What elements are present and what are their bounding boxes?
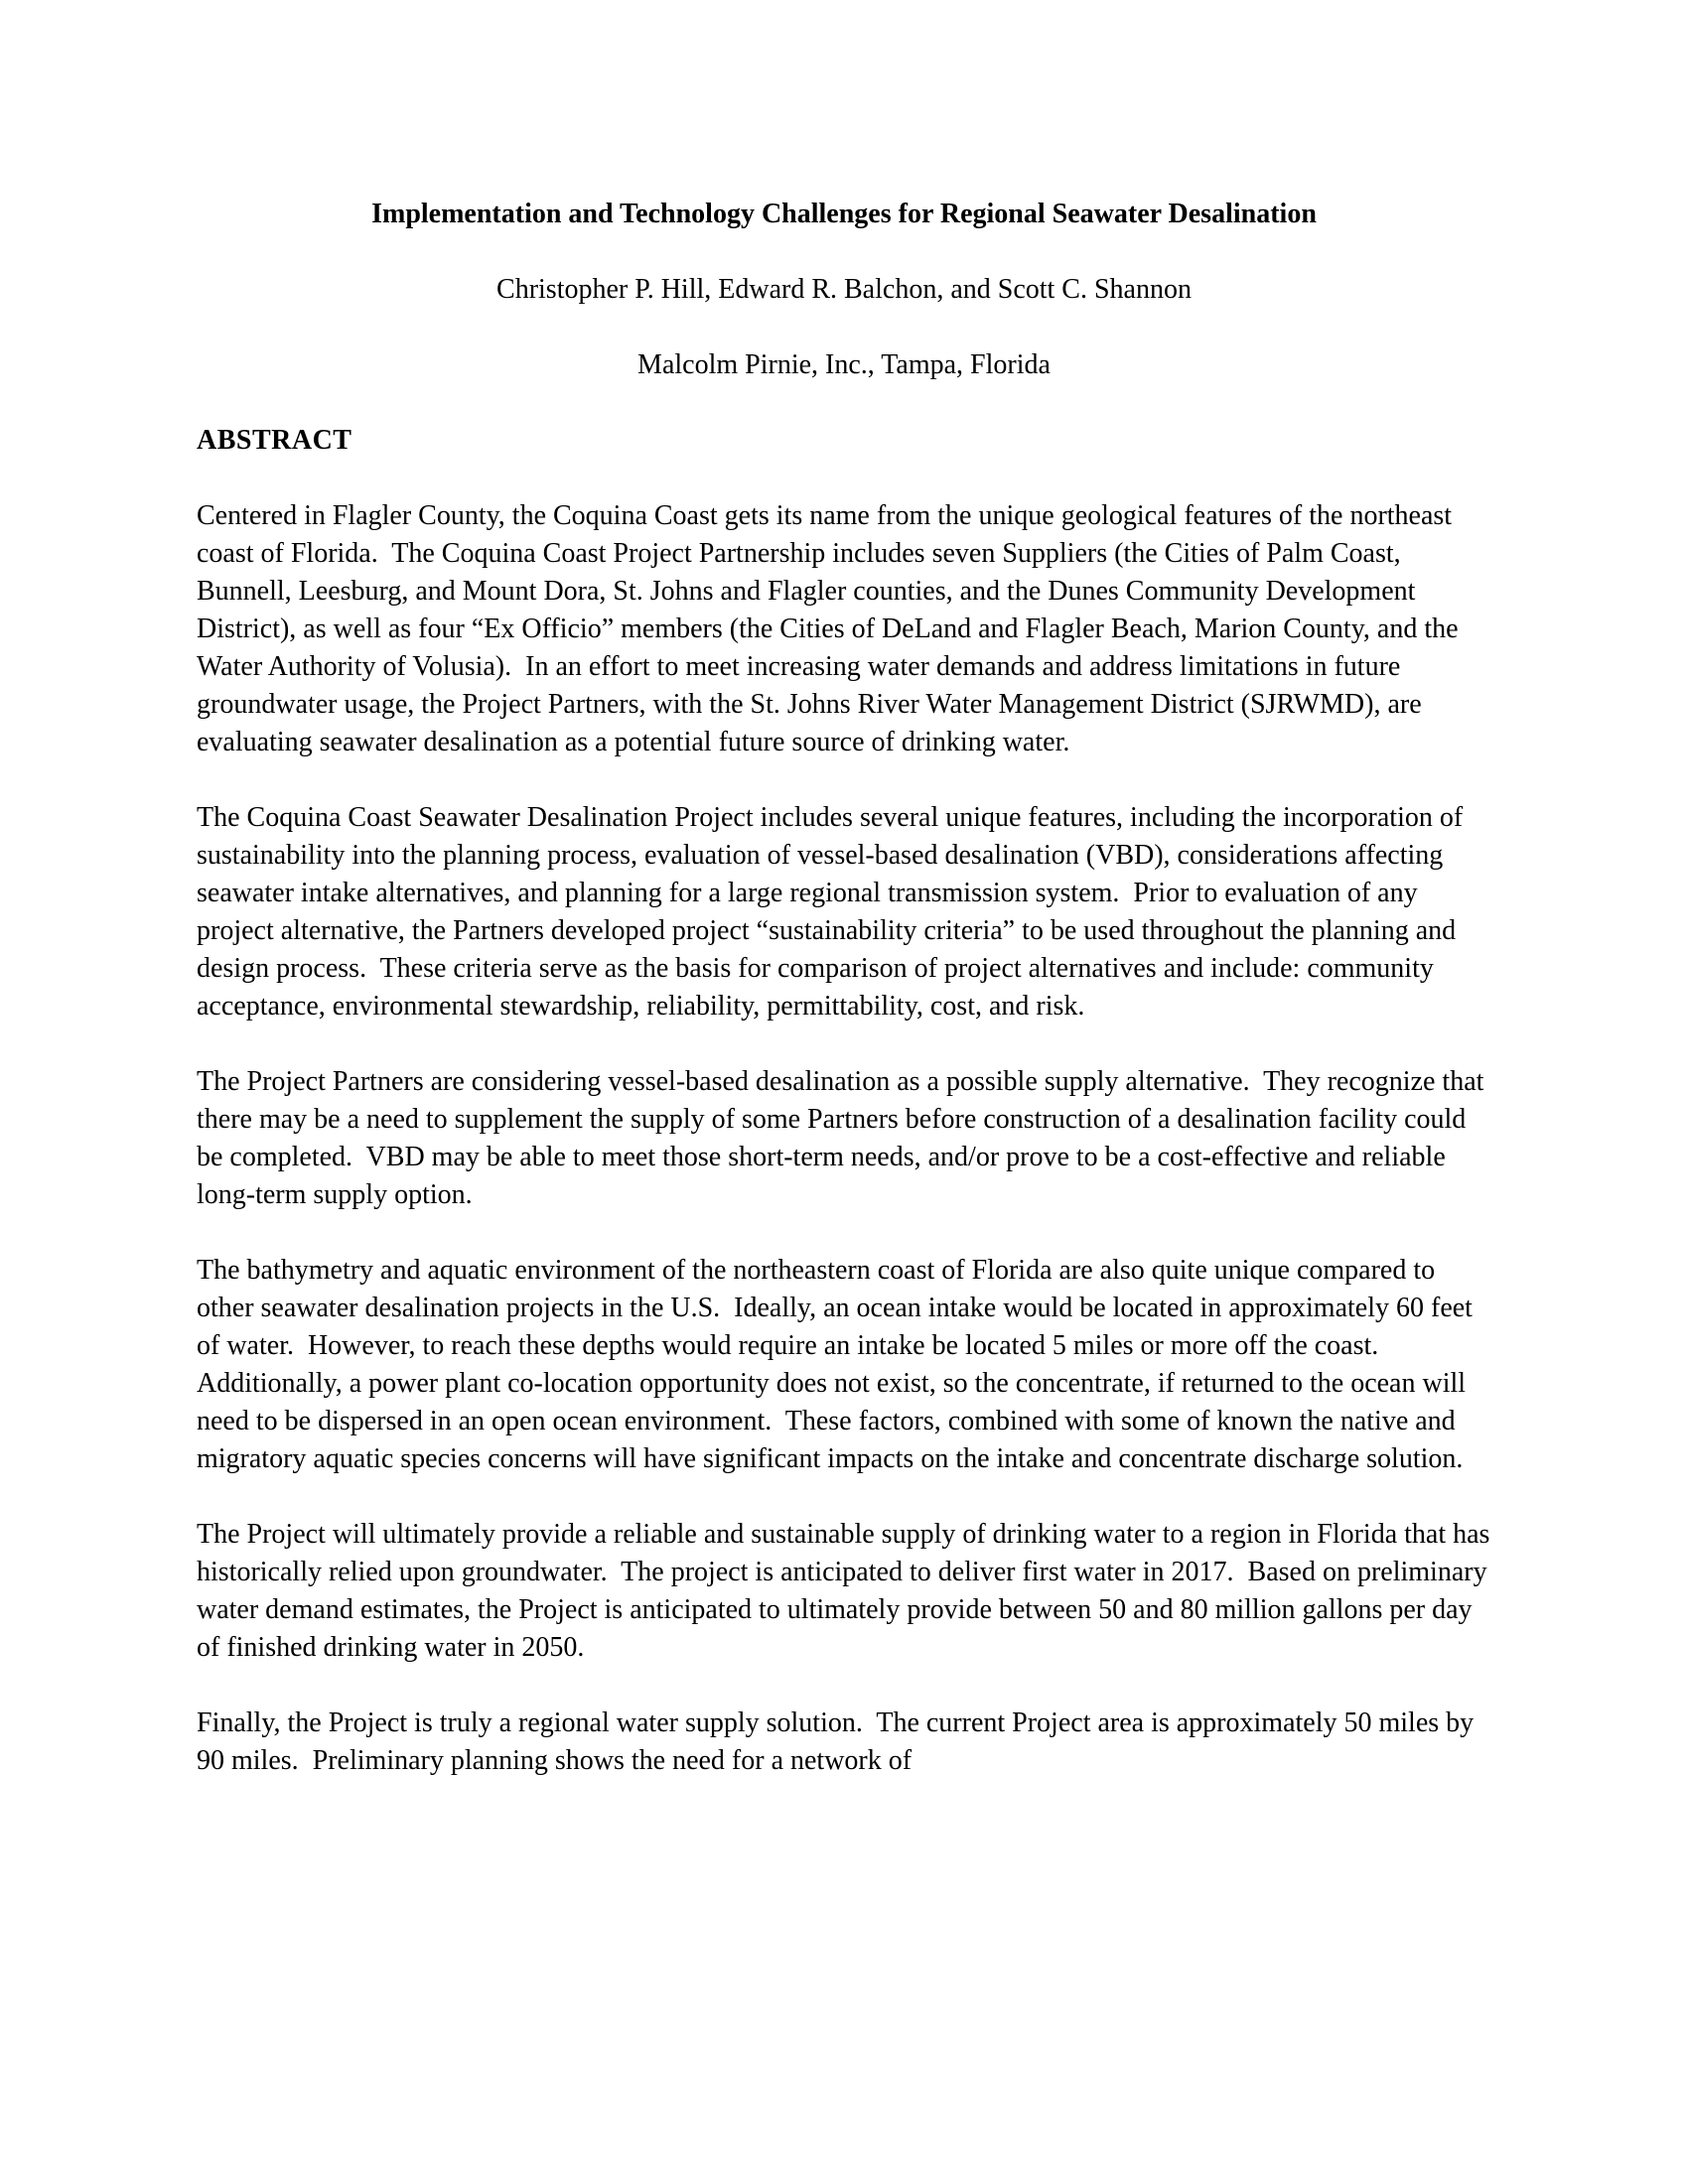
abstract-paragraph-6: Finally, the Project is truly a regional water supply solution. The current Project area is approximately 50 miles by 90 miles. Preliminary planning shows the need for a network of: [197, 1707, 1481, 1776]
abstract-paragraph-4: The bathymetry and aquatic environment of the northeastern coast of Florida are also quite unique compared to other seawater desalination projects in the U.S. Ideally, an ocean intake would be located in approximately 60 feet of water. However, to reach these depths would require an intake be located 5 miles or more off the coast. Additionally, a power plant co-location opportunity does not exist, so the concentrate, if returned to the ocean will need to be dispersed in an open ocean environment. These factors, combined with some of known the native and migratory aquatic species concerns will have significant impacts on the intake and concentrate discharge solution.: [197, 1255, 1479, 1474]
abstract-paragraph-1: Centered in Flagler County, the Coquina Coast gets its name from the unique geological features of the northeast coast of Florida. The Coquina Coast Project Partnership includes seven Suppliers (the Cities of Palm Coast, Bunnell, Leesburg, and Mount Dora, St. Johns and Flagler counties, and the Dunes Community Development District), as well as four “Ex Officio” members (the Cities of DeLand and Flagler Beach, Marion County, and the Water Authority of Volusia). In an effort to meet increasing water demands and address limitations in future groundwater usage, the Project Partners, with the St. Johns River Water Management District (SJRWMD), are evaluating seawater desalination as a potential future source of drinking water.: [197, 500, 1466, 757]
abstract-heading: ABSTRACT: [197, 425, 352, 456]
abstract-paragraph-2: The Coquina Coast Seawater Desalination Project includes several unique features, including the incorporation of sustainability into the planning process, evaluation of vessel-based desalination (VBD), considerations affecting seawater intake alternatives, and planning for a large regional transmission system. Prior to evaluation of any project alternative, the Partners developed project “sustainability criteria” to be used throughout the planning and design process. These criteria serve as the basis for comparison of project alternatives and include: community acceptance, environmental stewardship, reliability, permittability, cost, and risk.: [197, 802, 1471, 1022]
abstract-paragraph-5: The Project will ultimately provide a reliable and sustainable supply of drinking water to a region in Florida that has historically relied upon groundwater. The project is anticipated to deliver first water in 2017. Based on preliminary water demand estimates, the Project is anticipated to ultimately provide between 50 and 80 million gallons per day of finished drinking water in 2050.: [197, 1519, 1497, 1663]
affiliation-line: Malcolm Pirnie, Inc., Tampa, Florida: [637, 349, 1051, 380]
authors-line: Christopher P. Hill, Edward R. Balchon, and Scott C. Shannon: [496, 274, 1192, 305]
abstract-paragraph-3: The Project Partners are considering vessel-based desalination as a possible supply alternative. They recognize that there may be a need to supplement the supply of some Partners before construction of a desalination facility could be completed. VBD may be able to meet those short-term needs, and/or prove to be a cost-effective and reliable long-term supply option.: [197, 1066, 1491, 1210]
paper-title: Implementation and Technology Challenges for Regional Seawater Desalination: [371, 199, 1317, 229]
